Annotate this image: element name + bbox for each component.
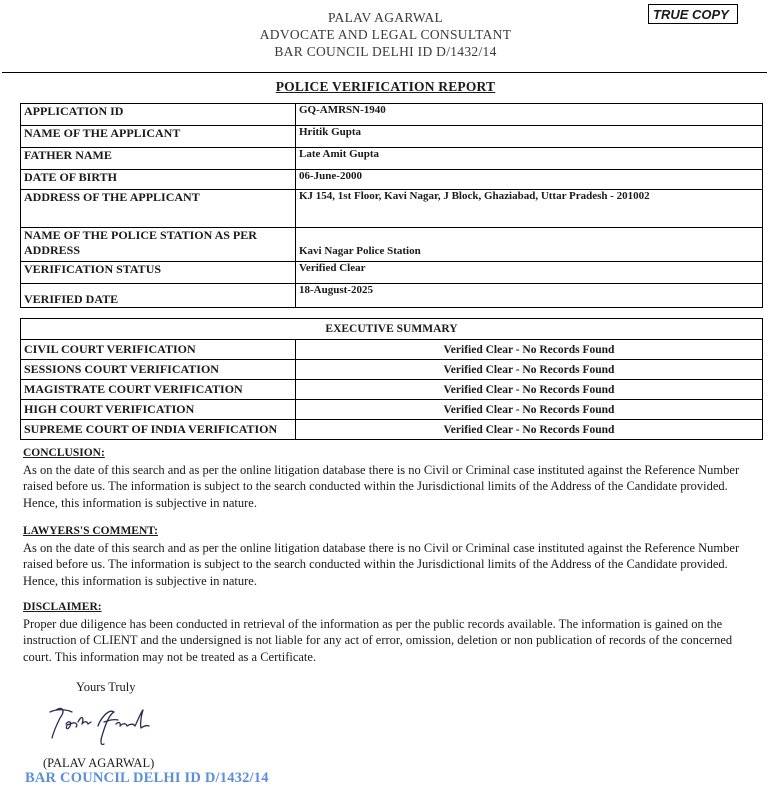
table-row bbox=[21, 340, 763, 360]
detail-label: FATHER NAME bbox=[21, 148, 296, 170]
summary-label: MAGISTRATE COURT VERIFICATION bbox=[21, 380, 296, 400]
summary-label: SUPREME COURT OF INDIA VERIFICATION bbox=[21, 420, 296, 440]
detail-label: DATE OF BIRTH bbox=[21, 170, 296, 190]
summary-value: Verified Clear - No Records Found bbox=[296, 380, 763, 400]
lawyers-comment-text: As on the date of this search and as per the online litigation database there is no Civil or Criminal case instituted against the Reference Number raised before us. The information is subject to the search conducted within the Jurisdictional limits of the Address of the Candidate provided. Hence, this information is subjective in nature. bbox=[23, 540, 740, 588]
table-row bbox=[21, 360, 763, 380]
table-row bbox=[21, 126, 763, 148]
true-copy-stamp: TRUE COPY bbox=[648, 4, 738, 24]
table-row bbox=[21, 170, 763, 190]
detail-label: VERIFIED DATE bbox=[21, 284, 296, 308]
closing-bar-council: BAR COUNCIL DELHI ID D/1432/14 bbox=[25, 770, 269, 786]
detail-value: 06-June-2000 bbox=[296, 170, 763, 190]
detail-label: APPLICATION ID bbox=[21, 104, 296, 126]
letterhead-designation: ADVOCATE AND LEGAL CONSULTANT bbox=[259, 27, 512, 42]
table-row bbox=[21, 190, 763, 228]
disclaimer-section bbox=[23, 599, 755, 665]
letterhead-bar-council: BAR COUNCIL DELHI ID D/1432/14 bbox=[274, 44, 497, 59]
executive-summary-title: EXECUTIVE SUMMARY bbox=[21, 319, 763, 340]
disclaimer-heading: DISCLAIMER: bbox=[23, 601, 102, 613]
detail-value: Late Amit Gupta bbox=[296, 148, 763, 170]
summary-label: SESSIONS COURT VERIFICATION bbox=[21, 360, 296, 380]
detail-label: VERIFICATION STATUS bbox=[21, 262, 296, 284]
summary-value: Verified Clear - No Records Found bbox=[296, 340, 763, 360]
lawyers-comment-section bbox=[23, 523, 755, 589]
lawyers-comment-heading: LAWYERS'S COMMENT: bbox=[23, 525, 158, 537]
signer-name: (PALAV AGARWAL) bbox=[43, 756, 155, 770]
table-row bbox=[21, 284, 763, 308]
details-table bbox=[20, 103, 763, 308]
signature-image bbox=[44, 700, 164, 752]
detail-value: GQ-AMRSN-1940 bbox=[296, 104, 763, 126]
summary-value: Verified Clear - No Records Found bbox=[296, 360, 763, 380]
summary-value: Verified Clear - No Records Found bbox=[296, 420, 763, 440]
table-row bbox=[21, 420, 763, 440]
disclaimer-text: Proper due diligence has been conducted in retrieval of the information as per the public records available. The information is gained on the instruction of CLIENT and the undersigned is not liable for any act of error, omission, deletion or non publication of records of the concerned court. This information may not be treated as a Certificate. bbox=[23, 616, 733, 664]
detail-value: 18-August-2025 bbox=[296, 284, 763, 308]
table-row bbox=[21, 380, 763, 400]
executive-summary-table bbox=[20, 318, 763, 440]
conclusion-heading: CONCLUSION: bbox=[23, 447, 105, 459]
table-row bbox=[21, 228, 763, 262]
detail-label: NAME OF THE APPLICANT bbox=[21, 126, 296, 148]
letterhead-name: PALAV AGARWAL bbox=[327, 10, 444, 25]
detail-value: Kavi Nagar Police Station bbox=[296, 228, 763, 262]
detail-label: ADDRESS OF THE APPLICANT bbox=[21, 190, 296, 228]
detail-label: NAME OF THE POLICE STATION AS PER ADDRESS bbox=[21, 228, 296, 262]
detail-value: KJ 154, 1st Floor, Kavi Nagar, J Block, Ghaziabad, Uttar Pradesh - 201002 bbox=[296, 190, 763, 228]
summary-label: HIGH COURT VERIFICATION bbox=[21, 400, 296, 420]
conclusion-section bbox=[23, 445, 755, 511]
summary-value: Verified Clear - No Records Found bbox=[296, 400, 763, 420]
table-row bbox=[21, 400, 763, 420]
closing-salutation: Yours Truly bbox=[76, 680, 136, 694]
header-divider bbox=[2, 72, 767, 73]
table-row bbox=[21, 319, 763, 340]
table-row bbox=[21, 104, 763, 126]
table-row bbox=[21, 262, 763, 284]
report-title: POLICE VERIFICATION REPORT bbox=[275, 79, 496, 94]
detail-value: Verified Clear bbox=[296, 262, 763, 284]
table-row bbox=[21, 148, 763, 170]
summary-label: CIVIL COURT VERIFICATION bbox=[21, 340, 296, 360]
conclusion-text: As on the date of this search and as per the online litigation database there is no Civil or Criminal case instituted against the Reference Number raised before us. The information is subject to the search conducted within the Jurisdictional limits of the Address of the Candidate provided. Hence, this information is subjective in nature. bbox=[23, 462, 740, 510]
detail-value: Hritik Gupta bbox=[296, 126, 763, 148]
